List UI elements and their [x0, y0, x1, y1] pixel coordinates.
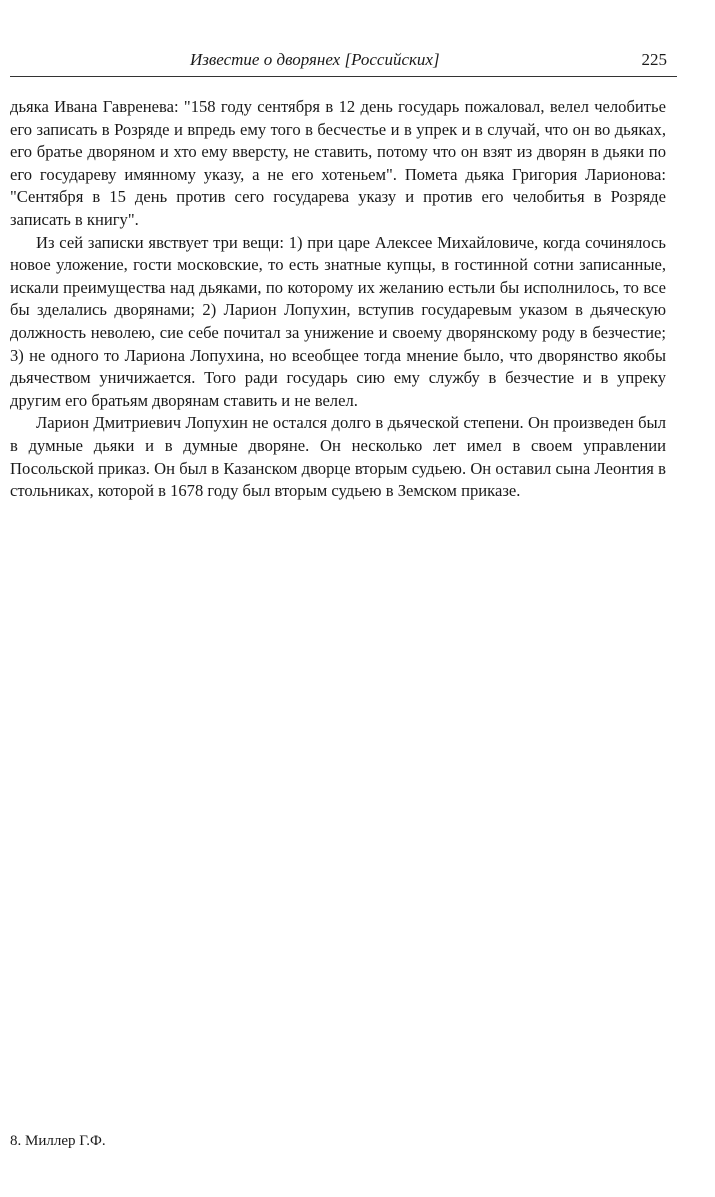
page-number: 225	[641, 50, 667, 69]
footer-signature: 8. Миллер Г.Ф.	[10, 1133, 106, 1149]
paragraph-continuation: дьяка Ивана Гавренева: "158 году сентября в 12 день государь пожаловал, велел челобитье его записать в Розряде и впредь ему того в бесчестье и в упрек и в случай, что он во дьяках, его братье дворяном и хто ему вверсту, не ставить, потому что он взят из дворян в дьяки по его государеву имянному указу, а не его хотеньем". Помета дьяка Григория Ларионова: "Сентября в 15 день против сего государева указу и против его челобитья в Розряде записать в книгу".	[10, 97, 666, 229]
header-rule	[10, 76, 677, 77]
running-head	[0, 0, 715, 84]
running-title: Известие о дворянех [Российских]	[190, 50, 440, 69]
paragraph-three-things: Из сей записки явствует три вещи: 1) при царе Алексее Михайловиче, когда сочинялось новое уложение, гости московские, то есть знатные купцы, в гостинной сотни записанные, искали преимущества над дьяками, по которому их желанию естьли бы исполнилось, то все бы зделались дворянами; 2) Ларион Лопухин, вступив государевым указом в дьяческую должность неволею, сие себе почитал за унижение и своему дворянскому роду в безчестие; 3) не одного то Лариона Лопухина, но всеобщее тогда мнение было, что дворянство якобы дьячеством уничижается. Того ради государь сию ему службу в безчестие и в упреку другим его братьям дворянам ставить и не велел.	[10, 232, 666, 410]
paragraph-lopukhin-career: Ларион Дмитриевич Лопухин не остался долго в дьяческой степени. Он произведен был в думные дьяки и в думные дворяне. Он несколько лет имел в своем управлении Посольской приказ. Он был в Казанском дворце вторым судьею. Он оставил сына Леонтия в стольниках, которой в 1678 году был вторым судьею в Земском приказе.	[10, 413, 666, 501]
body-text	[10, 96, 666, 503]
